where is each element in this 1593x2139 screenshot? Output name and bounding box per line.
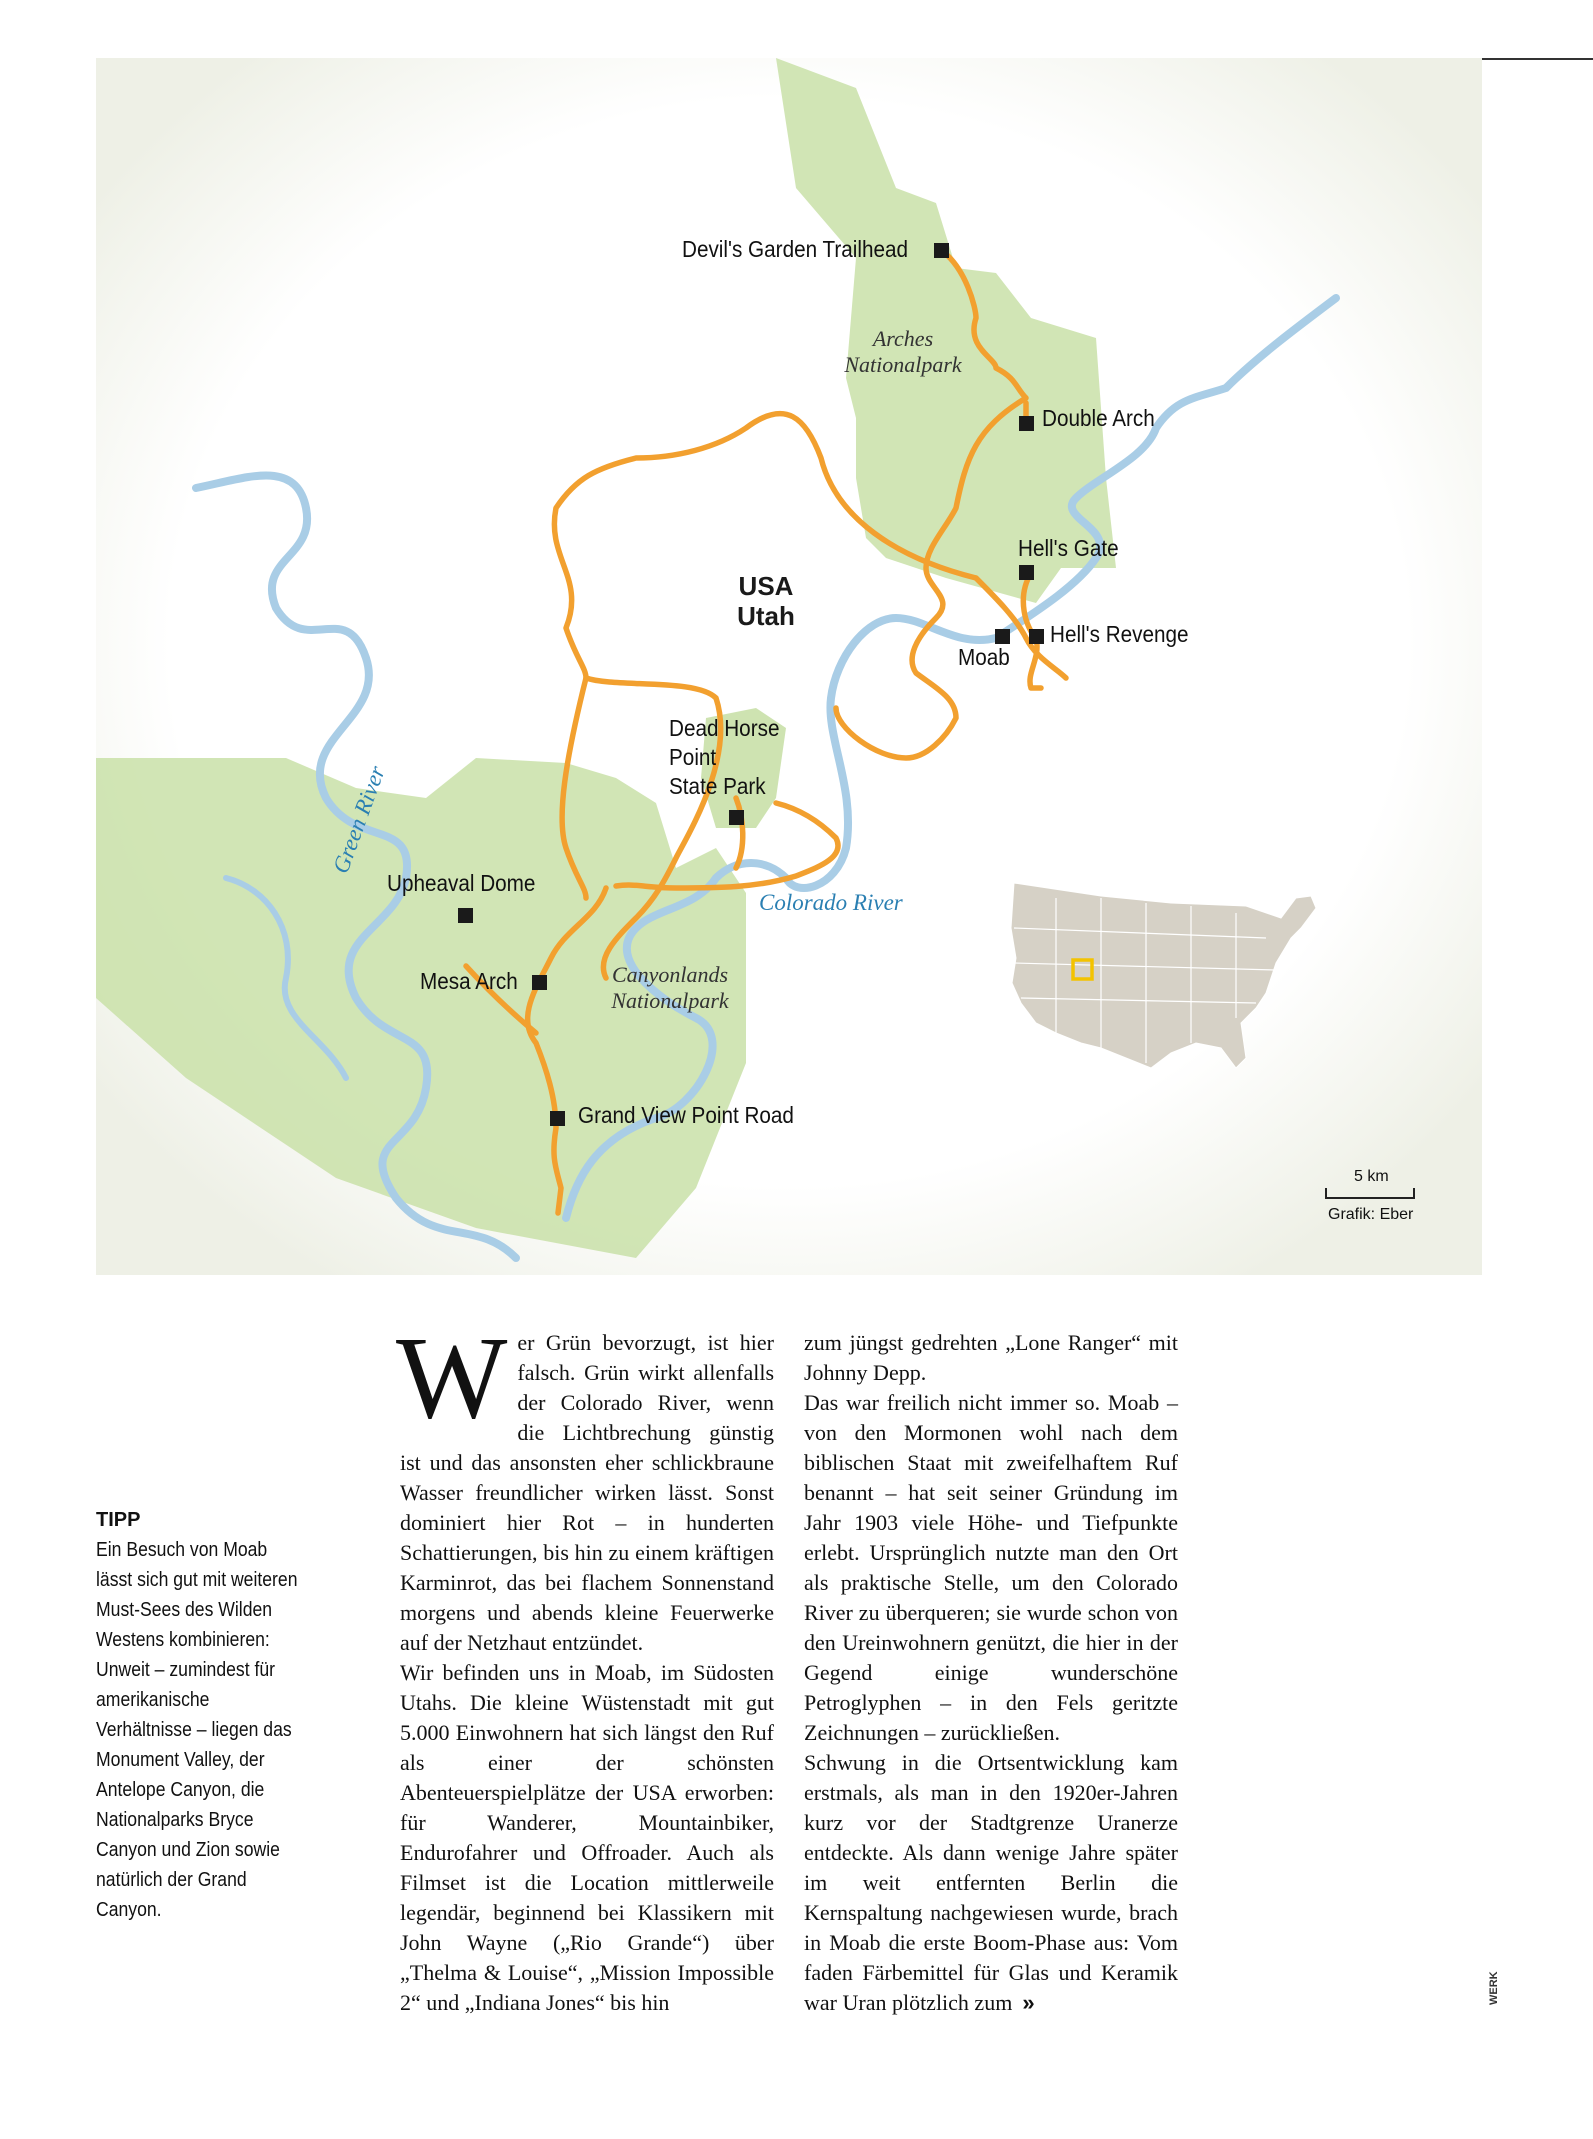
- label-arches-park: [823, 326, 983, 378]
- label-double-arch: Double Arch: [1042, 405, 1155, 431]
- dropcap: W: [396, 1312, 508, 1443]
- marker-moab: [995, 629, 1010, 644]
- label-green-river: Green River: [328, 762, 390, 877]
- label-dead-horse-line1: Dead Horse: [669, 715, 780, 741]
- label-canyonlands-park: [590, 962, 750, 1014]
- marker-hells-gate: [1019, 565, 1034, 580]
- article-paragraph-text: Schwung in die Ortsentwicklung kam erstmals, als man in den 1920er-Jahren kurz vor der Stadtgrenze Uranerze entdeckte. Als dann wenige Jahre später im weit entfernten Berlin die Kernspaltung nachgewiesen wurde, brach in Moab die erste Boom-Phase aus: Vom faden Färbemittel für Glas und Keramik war Uran plötzlich zum: [804, 1750, 1178, 2015]
- label-grand-view: Grand View Point Road: [578, 1102, 794, 1128]
- label-state-line1: USA: [738, 571, 794, 601]
- label-hells-revenge: Hell's Revenge: [1050, 621, 1189, 647]
- graphic-credit: Grafik: Eber: [1328, 1206, 1414, 1223]
- label-dead-horse-line3: State Park: [669, 773, 766, 799]
- label-upheaval-dome: Upheaval Dome: [387, 870, 536, 896]
- article-paragraph: [804, 1748, 1178, 2018]
- marker-double-arch: [1019, 416, 1034, 431]
- article-column-1: [396, 1312, 774, 2018]
- label-state: [716, 571, 816, 631]
- label-dead-horse-line2: Point: [669, 744, 717, 770]
- side-credit: WERK: [1488, 1971, 1500, 2005]
- label-canyonlands-line1: Canyonlands: [611, 962, 729, 987]
- label-devils-garden: Devil's Garden Trailhead: [682, 236, 909, 262]
- continue-arrow: »: [1022, 1990, 1035, 2015]
- label-hells-gate: Hell's Gate: [1018, 535, 1119, 561]
- marker-dead-horse: [729, 810, 744, 825]
- scale-label: 5 km: [1354, 1168, 1389, 1185]
- label-colorado-river: Colorado River: [759, 890, 903, 915]
- marker-grand-view: [550, 1111, 565, 1126]
- label-arches-line2: Nationalpark: [844, 352, 962, 377]
- article-paragraph: er Grün bevorzugt, ist hier falsch. Grün wirkt allenfalls der Colorado River, wenn die Lichtbrechung günstig ist und das ansonsten eher schlickbraune Wasser freundlicher wirken lässt. Sonst dominiert hier Rot – in hunderten Schattierungen, bis hin zu einem kräftigen Karminrot, das bei flachem Sonnenstand morgens und abends kleine Feuerwerke auf der Netzhaut entzündet.: [400, 1330, 774, 1655]
- tip-text: Ein Besuch von Moab lässt sich gut mit weiteren Must-Sees des Wilden Westens kombinieren: Unweit – zumindest für amerikanische Verhältnisse – liegen das Monument Valley, der Antelope Canyon, die Nationalparks Bryce Canyon und Zion sowie natürlich der Grand Canyon.: [96, 1539, 298, 1921]
- route-map: [96, 58, 1482, 1275]
- article-paragraph: zum jüngst gedrehten „Lone Ranger“ mit Johnny Depp.: [804, 1330, 1178, 1385]
- tip-box: [96, 1505, 296, 1925]
- label-moab: Moab: [958, 644, 1010, 670]
- article-paragraph: Das war freilich nicht immer so. Moab – von den Mormonen wohl nach dem biblischen Staat mit zweifelhaftem Ruf benannt – hat seit seiner Gründung im Jahr 1903 viele Höhe- und Tiefpunkte erlebt. Ursprünglich nutzte man den Ort als praktische Stelle, um den Colorado River zu überqueren; sie wurde schon von den Ureinwohnern genützt, die hier in der Gegend einige wunderschöne Petroglyphen – in den Fels geritzte Zeichnungen – zurückließen.: [804, 1390, 1178, 1745]
- marker-mesa-arch: [532, 975, 547, 990]
- marker-hells-revenge: [1029, 629, 1044, 644]
- label-arches-line1: Arches: [872, 326, 934, 351]
- article-column-2: [804, 1328, 1178, 2018]
- label-canyonlands-line2: Nationalpark: [611, 988, 729, 1013]
- label-dead-horse: [669, 714, 779, 801]
- tip-title: TIPP: [96, 1509, 141, 1531]
- article-paragraph: Wir befinden uns in Moab, im Südosten Utahs. Die kleine Wüstenstadt mit gut 5.000 Einwohnern hat sich längst den Ruf als einer der schönsten Abenteuerspielplätze der USA erworben: für Wanderer, Mountainbiker, Endurofahrer und Offroader. Auch als Filmset ist die Location mittlerweile legendär, beginnend bei Klassikern mit John Wayne („Rio Grande“) über „Thelma & Louise“, „Mission Impossible 2“ und „Indiana Jones“ bis hin: [400, 1660, 774, 2015]
- marker-devils-garden: [934, 243, 949, 258]
- label-mesa-arch: Mesa Arch: [420, 968, 518, 994]
- label-state-line2: Utah: [737, 601, 795, 631]
- marker-upheaval-dome: [458, 908, 473, 923]
